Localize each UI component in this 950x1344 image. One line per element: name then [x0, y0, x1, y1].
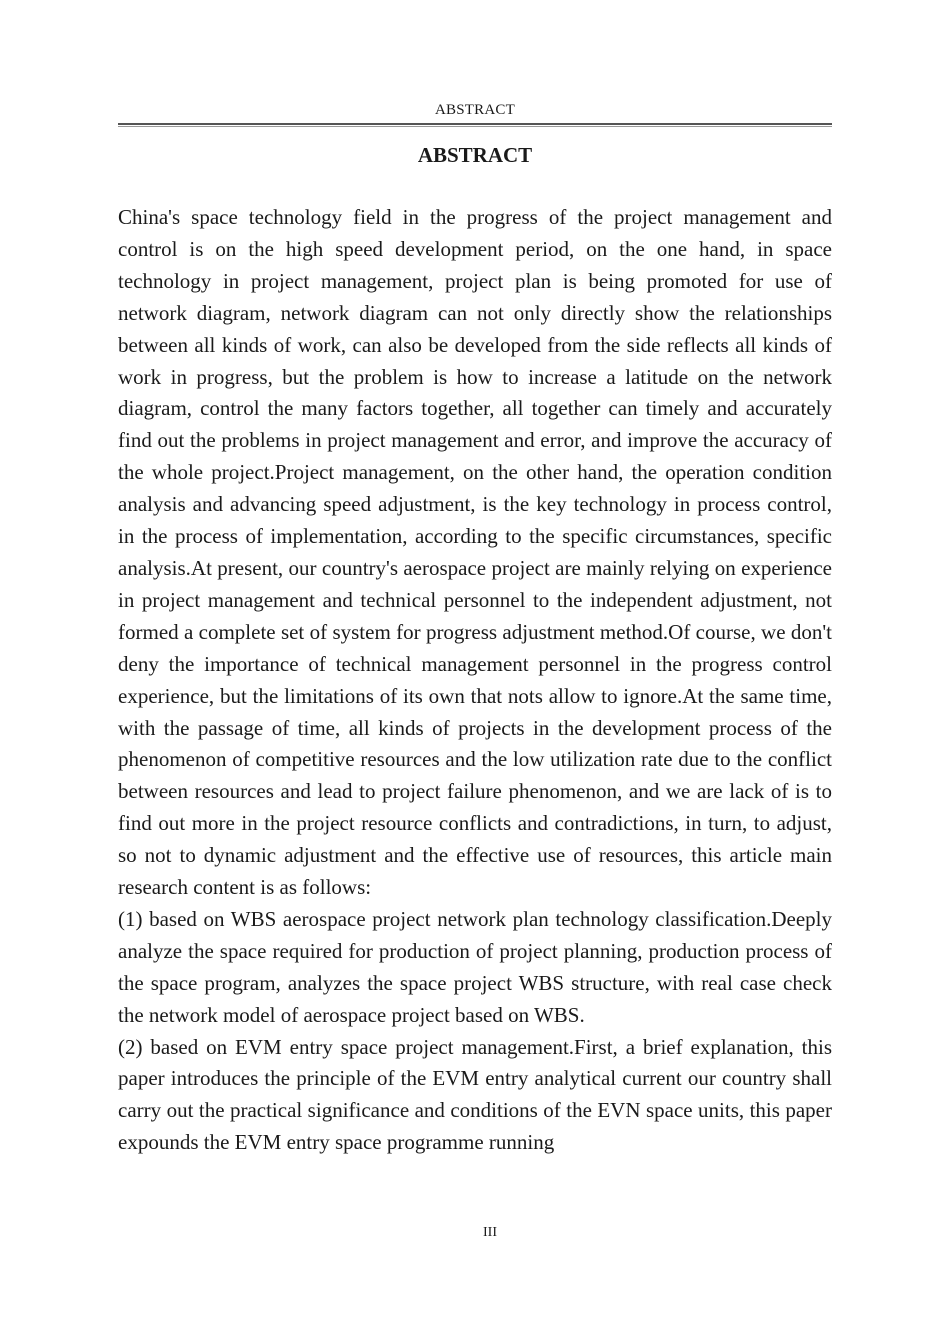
- paragraph-intro: China's space technology field in the progress of the project management and control is on the high speed development period, on the one hand, in space technology in project management, project plan is being promoted for use of network diagram, network diagram can not only directly show the relationships between all kinds of work, can also be developed from the side reflects all kinds of work in progress, but the problem is how to increase a latitude on the network diagram, control the many factors together, all together can timely and accurately find out the problems in project management and error, and improve the accuracy of the whole project.Project management, on the other hand, the operation condition analysis and advancing speed adjustment, is the key technology in process control, in the process of implementation, according to the specific circumstances, specific analysis.At present, our country's aerospace project are mainly relying on experience in project management and technical personnel to the independent adjustment, not formed a complete set of system for progress adjustment method.Of course, we don't deny the importance of technical management personnel in the progress control experience, but the limitations of its own that nots allow to ignore.At the same time, with the passage of time, all kinds of projects in the development process of the phenomenon of competitive resources and the low utilization rate due to the conflict between resources and lead to project failure phenomenon, and we are lack of is to find out more in the project resource conflicts and contradictions, in turn, to adjust, so not to dynamic adjustment and the effective use of resources, this article main research content is as follows:: [118, 205, 832, 900]
- abstract-title: ABSTRACT: [417, 143, 533, 167]
- paragraph-item-1: (1) based on WBS aerospace project network plan technology classification.Deeply analyze the space required for production of project planning, production process of the space program, analyzes the space project WBS structure, with real case check the network model of aerospace project based on WBS.: [118, 906, 832, 1027]
- paragraph-item-2: (2) based on EVM entry space project management.First, a brief explanation, this paper introduces the principle of the EVM entry analytical current our country shall carry out the practical significance and conditions of the EVN space units, this paper expounds the EVM entry space programme running: [118, 1034, 832, 1155]
- header-rule: [118, 123, 832, 127]
- page-number: III: [483, 1225, 497, 1240]
- running-header: ABSTRACT: [435, 102, 515, 118]
- abstract-body: [118, 202, 832, 1159]
